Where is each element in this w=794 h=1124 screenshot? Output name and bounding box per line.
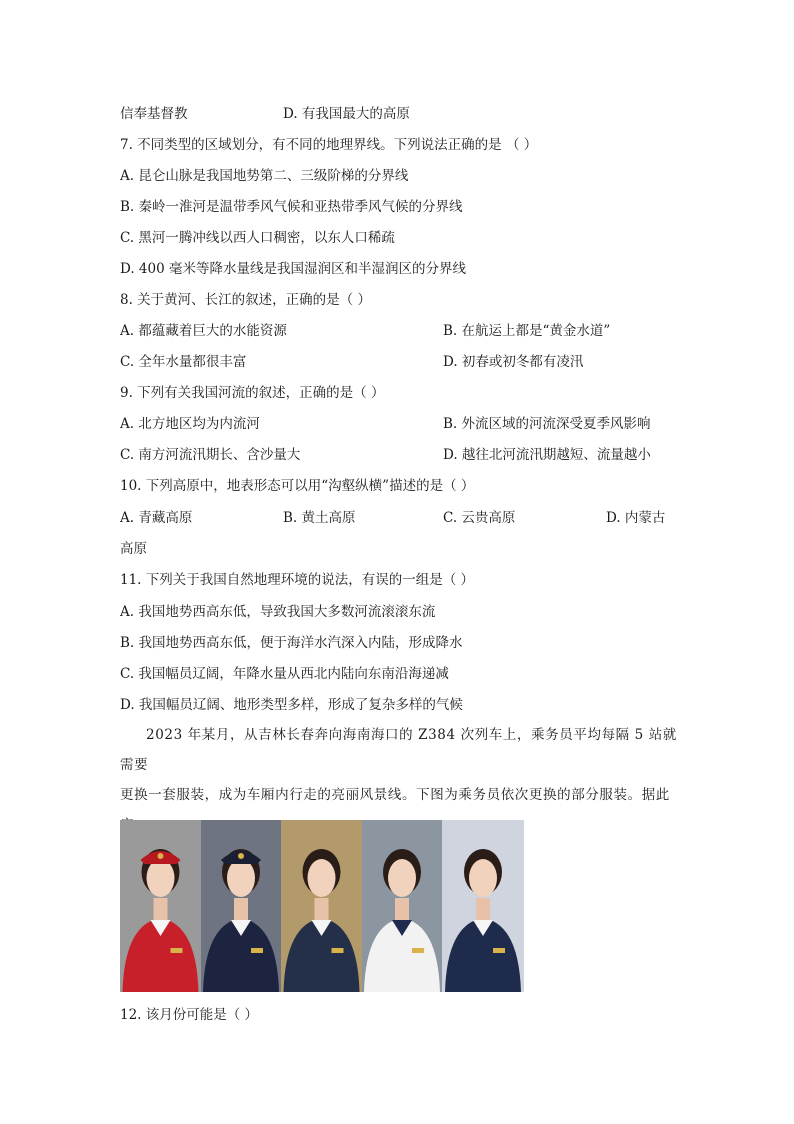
- prev-option-d: D. 有我国最大的高原: [283, 106, 410, 122]
- uniform-photo-5: [442, 820, 524, 992]
- navy-wool-coat-uniform-illustration: [201, 820, 281, 992]
- dark-suit-uniform-illustration: [281, 820, 362, 992]
- question-10-option-a: A. 青藏高原: [120, 510, 193, 526]
- uniform-photo-2: [201, 820, 281, 992]
- question-11-option-a: A. 我国地势西高东低，导致我国大多数河流滚滚东流: [120, 604, 436, 620]
- question-12-stem: 12. 该月份可能是（ ）: [120, 1007, 259, 1023]
- question-9-option-b: B. 外流区域的河流深受夏季风影响: [443, 416, 651, 432]
- question-10-option-d-continued: 高原: [120, 541, 147, 557]
- question-8-option-d: D. 初春或初冬都有凌汛: [443, 354, 584, 370]
- uniform-photo-1: [120, 820, 201, 992]
- uniform-photo-4: [362, 820, 442, 992]
- question-7-option-a: A. 昆仑山脉是我国地势第二、三级阶梯的分界线: [120, 168, 409, 184]
- question-9-option-d: D. 越往北河流汛期越短、流量越小: [443, 447, 651, 463]
- question-10-option-c: C. 云贵高原: [443, 510, 516, 526]
- question-7-option-c: C. 黑河一腾冲线以西人口稠密，以东人口稀疏: [120, 230, 395, 246]
- question-10-stem: 10. 下列高原中，地表形态可以用“沟壑纵横”描述的是（ ）: [120, 478, 475, 494]
- question-10-option-d: D. 内蒙古: [606, 510, 666, 526]
- question-7-stem: 7. 不同类型的区域划分，有不同的地理界线。下列说法正确的是 （ ）: [120, 137, 538, 153]
- navy-summer-dress-uniform-illustration: [442, 820, 524, 992]
- question-7-option-d: D. 400 毫米等降水量线是我国湿润区和半湿润区的分界线: [120, 261, 466, 277]
- question-8-stem: 8. 关于黄河、长江的叙述，正确的是（ ）: [120, 292, 371, 308]
- question-9-option-a: A. 北方地区均为内流河: [120, 416, 260, 432]
- question-7-option-b: B. 秦岭一淮河是温带季风气候和亚热带季风气候的分界线: [120, 199, 463, 215]
- passage-line-2: 更换一套服装，成为车厢内行走的亮丽风景线。下图为乘务员依次更换的部分服装。据此: [120, 787, 670, 803]
- red-winter-coat-uniform-illustration: [120, 820, 201, 992]
- question-9-stem: 9. 下列有关我国河流的叙述，正确的是（ ）: [120, 385, 385, 401]
- question-11-option-c: C. 我国幅员辽阔，年降水量从西北内陆向东南沿海递减: [120, 666, 449, 682]
- white-shirt-uniform-illustration: [362, 820, 442, 992]
- question-11-stem: 11. 下列关于我国自然地理环境的说法，有误的一组是（ ）: [120, 572, 475, 588]
- passage-line-1: 2023 年某月，从吉林长春奔向海南海口的 Z384 次列车上，乘务员平均每隔 5 站就需要: [120, 727, 677, 773]
- uniform-photo-3: [281, 820, 362, 992]
- question-11-option-b: B. 我国地势西高东低，便于海洋水汽深入内陆，形成降水: [120, 635, 463, 651]
- question-10-option-b: B. 黄土高原: [283, 510, 356, 526]
- question-8-option-a: A. 都蕴藏着巨大的水能资源: [120, 323, 287, 339]
- question-9-option-c: C. 南方河流汛期长、含沙量大: [120, 447, 301, 463]
- prev-option-c-tail: 信奉基督教: [120, 106, 188, 122]
- question-11-option-d: D. 我国幅员辽阔、地形类型多样，形成了复杂多样的气候: [120, 697, 463, 713]
- uniform-photo-strip: [120, 820, 524, 992]
- question-8-option-b: B. 在航运上都是“黄金水道”: [443, 323, 611, 339]
- question-8-option-c: C. 全年水量都很丰富: [120, 354, 247, 370]
